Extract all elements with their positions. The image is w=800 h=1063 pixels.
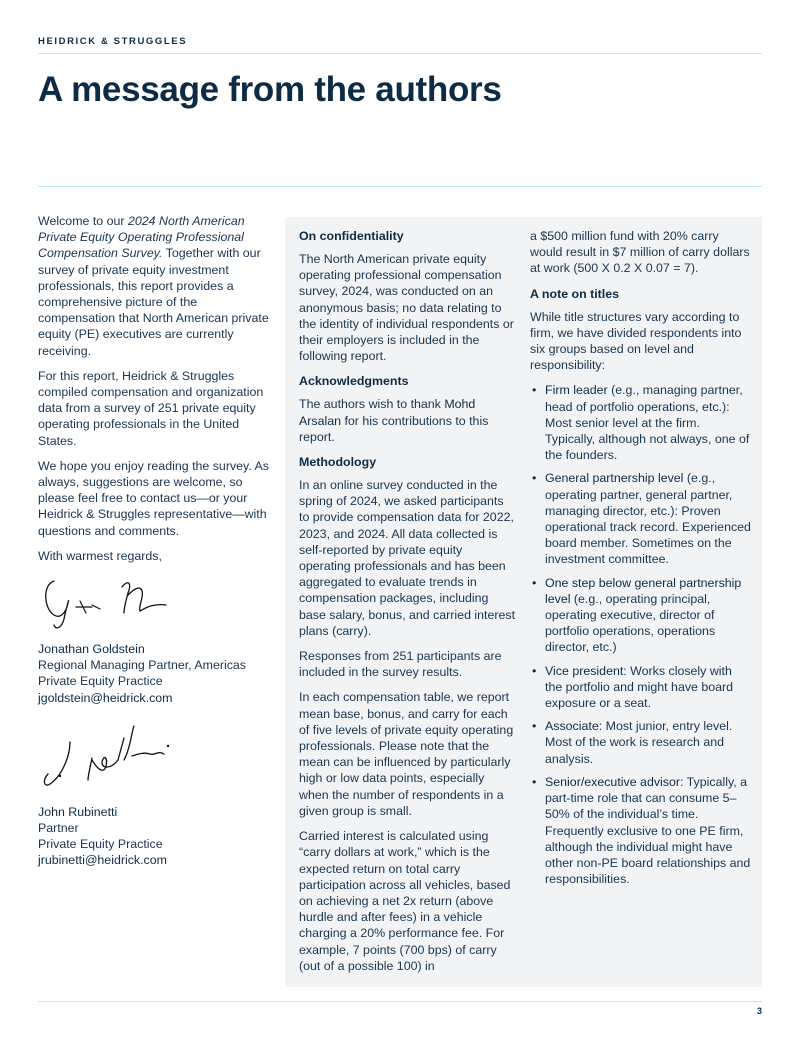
panel-column-2 <box>530 228 752 894</box>
list-item: • Vice president: Works closely with the portfolio and might have board exposure or a seat. <box>530 663 752 712</box>
acknowledgments-text: The authors wish to thank Mohd Arsalan for his contributions to this report. <box>299 397 489 444</box>
author-goldstein <box>38 641 270 706</box>
list-item: • General partnership level (e.g., operating partner, general partner, managing director, etc.): Proven operational track record. Experienced board member. Sometimes on the investment committee. <box>530 470 752 567</box>
author-title: Partner <box>38 821 79 836</box>
list-item: • Firm leader (e.g., managing partner, head of portfolio operations, etc.): Most senior level at the firm. Typically, although not always, one of the founders. <box>530 382 752 463</box>
methodology-heading: Methodology <box>299 455 377 470</box>
methodology-paragraph-3: In each compensation table, we report mean base, bonus, and carry for each of five levels of private equity operating professionals. Please note that the mean can be influenced by particularly high or low data points, especially when the number of respondents in a given group is small. <box>299 690 514 818</box>
author-practice: Private Equity Practice <box>38 837 163 852</box>
author-email-link[interactable]: jgoldstein@heidrick.com <box>38 690 173 705</box>
acknowledgments-heading: Acknowledgments <box>299 374 409 389</box>
author-name: John Rubinetti <box>38 804 118 819</box>
info-panel <box>285 217 762 987</box>
intro-paragraph-1: Welcome to our 2024 North American Private Equity Operating Professional Compensation Survey. Together with our survey of private equity investment professionals, this report provides a comprehensive picture of the compensation that North American private equity (PE) executives are currently receiving. <box>38 214 269 358</box>
methodology-paragraph-1: In an online survey conducted in the spring of 2024, we asked participants to provide compensation data for 2022, 2023, and 2024. All data collected is self-reported by private equity operating professionals and has been aggregated to evaluate trends in compensation packages, including base salary, bonus, and carried interest plans (carry). <box>299 478 516 638</box>
confidentiality-text: The North American private equity operating professional compensation survey, 2024, was conducted on an anonymous basis; no data relating to the identity of individual respondents or their employers is included in the following report. <box>299 252 514 364</box>
author-name: Jonathan Goldstein <box>38 642 145 657</box>
author-title: Regional Managing Partner, Americas <box>38 658 247 673</box>
page-title: A message from the authors <box>38 70 502 109</box>
page-number: 3 <box>756 1006 762 1016</box>
intro-paragraph-3: We hope you enjoy reading the survey. As always, suggestions are welcome, so please feel free to contact us—or your Heidrick & Struggles representative—with questions and comments. <box>38 458 269 538</box>
panel-column-1 <box>299 228 517 983</box>
list-item: • One step below general partnership level (e.g., operating principal, operating executive, director of portfolio operations, operations director, etc.) <box>530 575 752 656</box>
methodology-paragraph-5: a $500 million fund with 20% carry would result in $7 million of carry dollars at work (500 X 0.2 X 0.07 = 7). <box>530 229 750 276</box>
list-item: • Associate: Most junior, entry level. Most of the work is research and analysis. <box>530 718 752 767</box>
confidentiality-heading: On confidentiality <box>299 229 404 243</box>
footer-rule <box>38 1001 762 1002</box>
intro-column <box>38 213 270 869</box>
intro-paragraph-2: For this report, Heidrick & Struggles compiled compensation and organization data from a survey of 251 private equity operating professionals in the United States. <box>38 368 264 448</box>
list-item: • Senior/executive advisor: Typically, a part-time role that can consume 5–50% of the individual’s time. Frequently exclusive to one PE firm, although the individual might have other non-PE board relationships and responsibilities. <box>530 774 752 887</box>
author-email-link[interactable]: jrubinetti@heidrick.com <box>38 853 167 868</box>
signature-goldstein <box>40 573 180 635</box>
author-rubinetti <box>38 804 270 869</box>
brand-wordmark: HEIDRICK & STRUGGLES <box>38 36 188 47</box>
title-rule <box>38 186 762 187</box>
signature-rubinetti <box>40 720 180 800</box>
methodology-paragraph-4: Carried interest is calculated using “carry dollars at work,” which is the expected return on total carry participation across all vehicles, based on achieving a net 2x return (above hurdle and after fees) in a vehicle charging a 20% performance fee. For example, 7 points (700 bps) of carry (out of a possible 100) in <box>299 829 511 973</box>
titles-heading: A note on titles <box>530 286 620 301</box>
author-practice: Private Equity Practice <box>38 674 163 689</box>
titles-list <box>530 382 752 887</box>
header-rule <box>38 53 762 54</box>
closing-line: With warmest regards, <box>38 548 162 563</box>
titles-intro: While title structures vary according to firm, we have divided respondents into six groups based on level and responsibility: <box>530 309 742 373</box>
methodology-paragraph-2: Responses from 251 participants are included in the survey results. <box>299 649 502 680</box>
